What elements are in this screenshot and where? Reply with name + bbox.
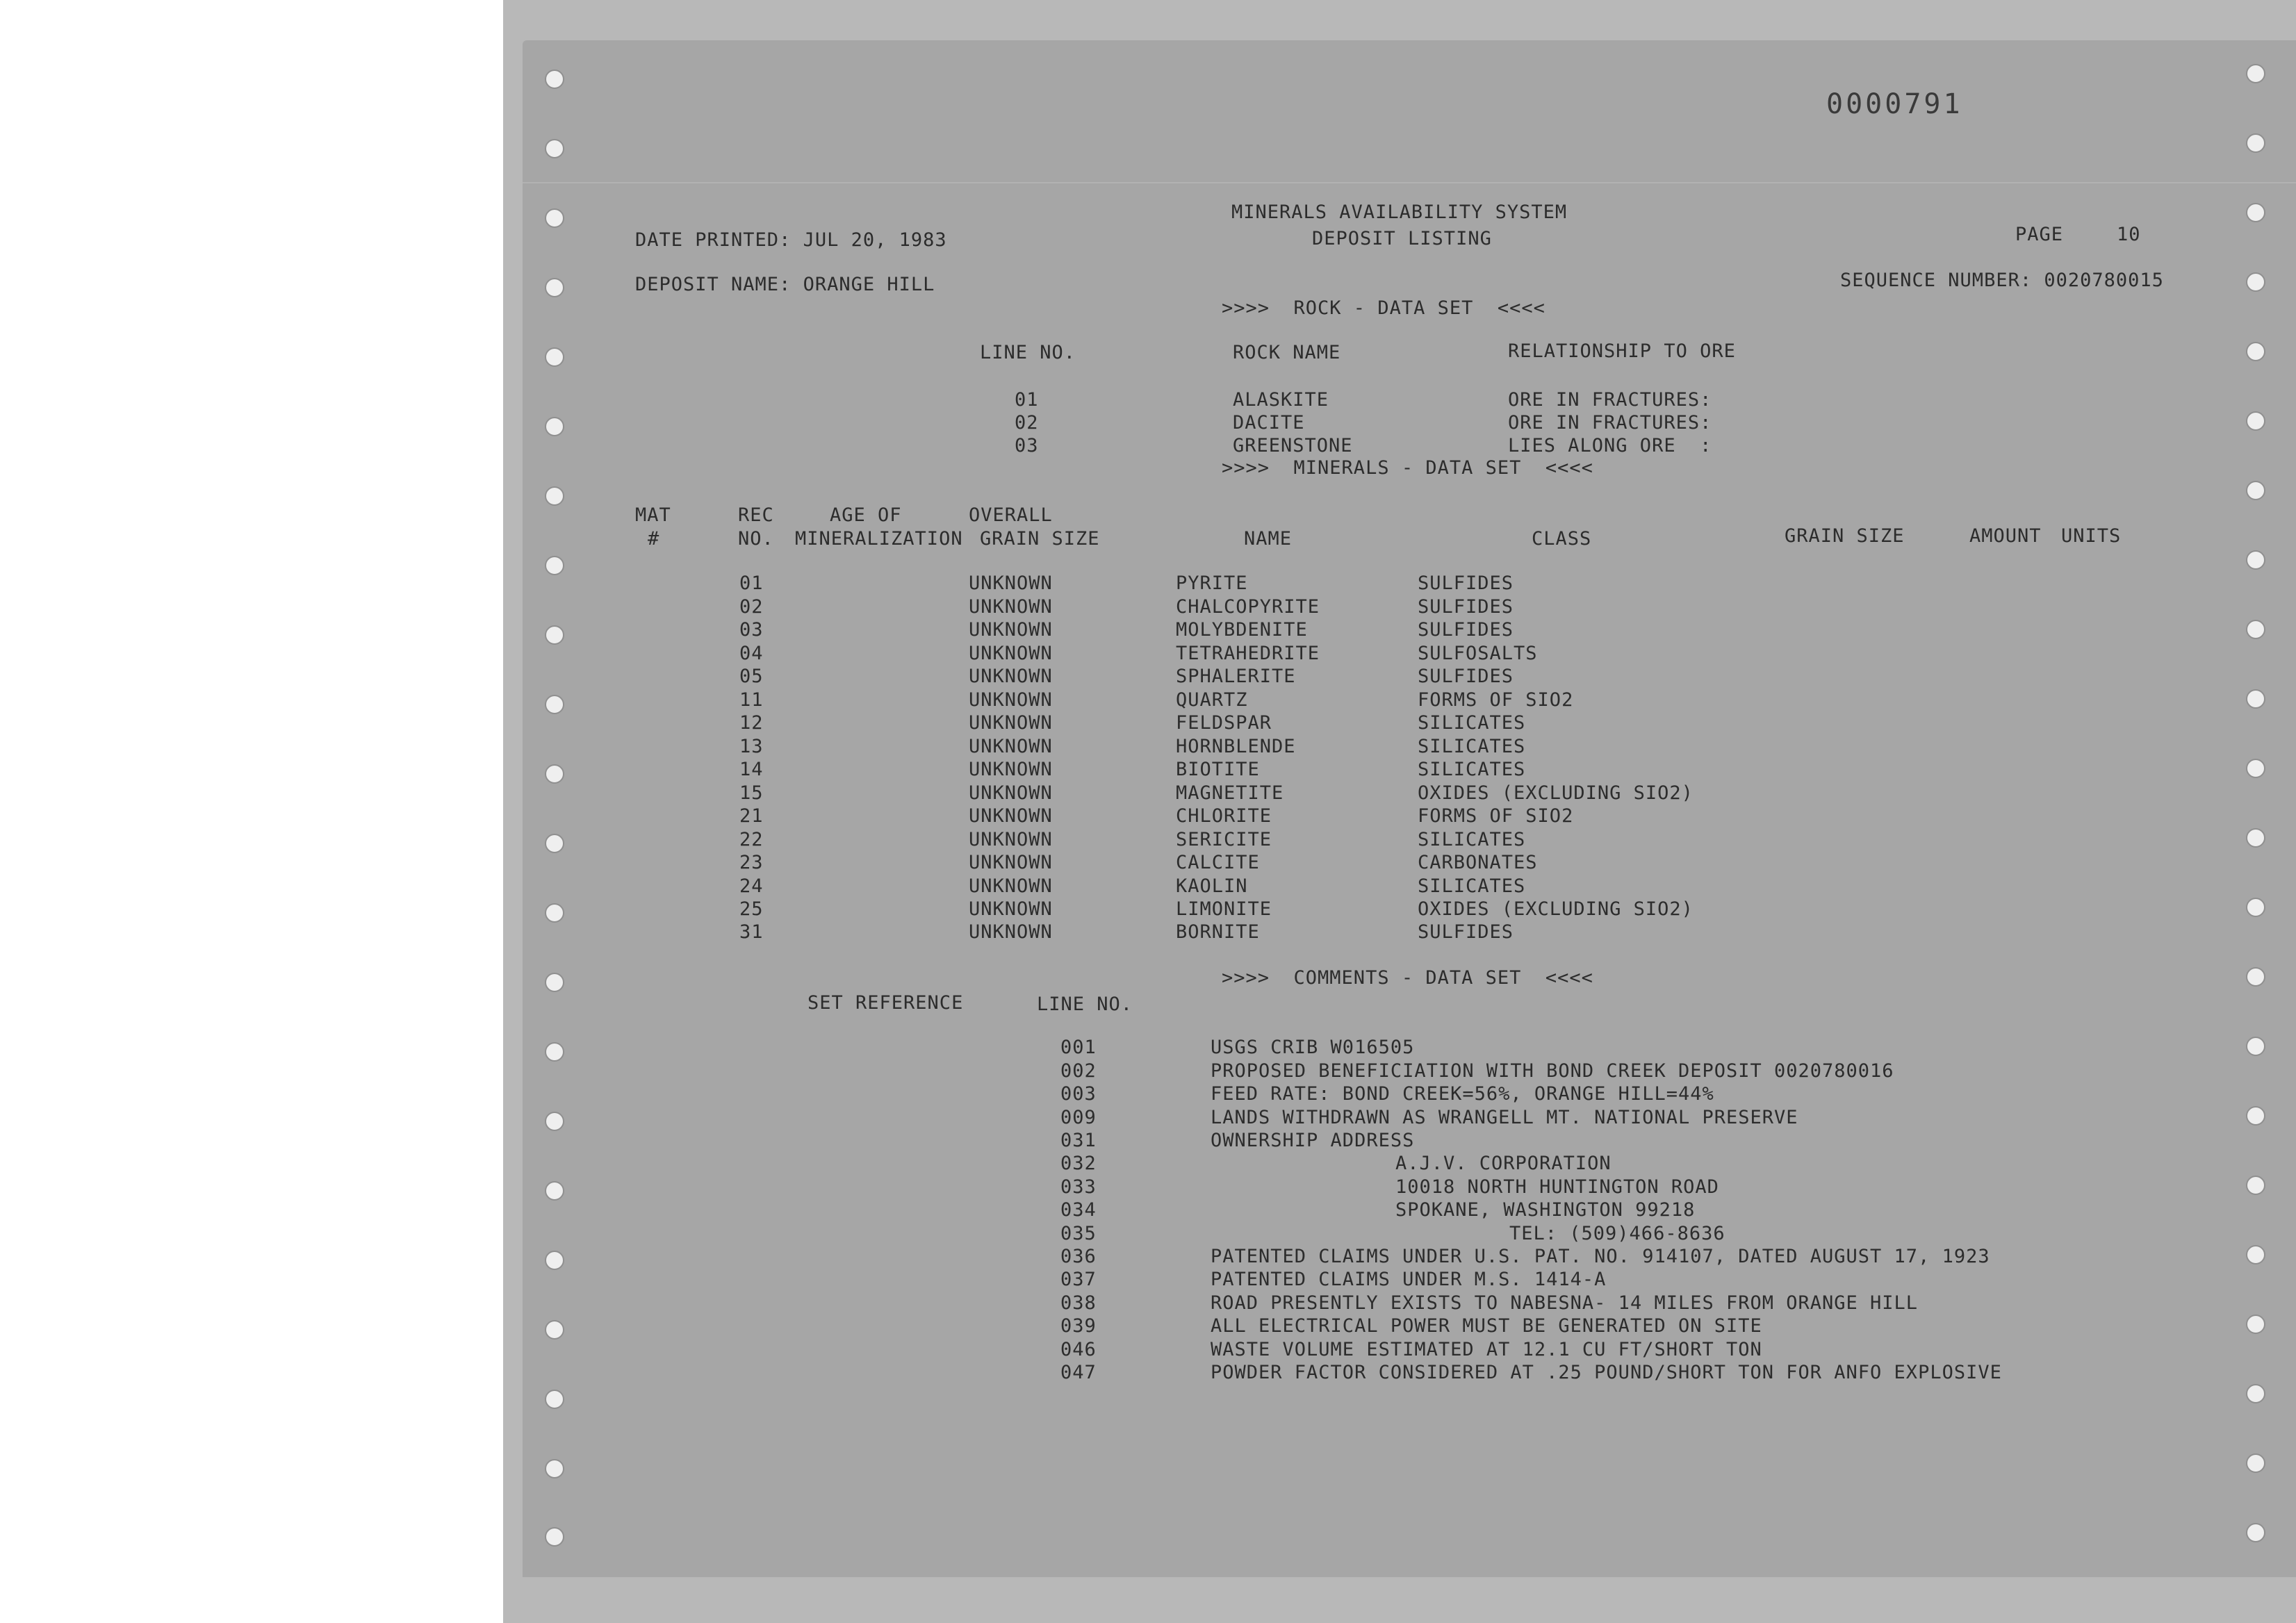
tractor-hole [545,1181,564,1201]
rock-col-line-no: LINE NO. [980,342,1076,363]
rock-section-title: >>>> ROCK - DATA SET <<<< [1222,297,1545,319]
mineral-class: FORMS OF SIO2 [1418,689,1574,711]
minerals-col-mat: MAT [635,504,671,526]
tractor-hole [2246,1453,2265,1473]
minerals-col-name: NAME [1244,528,1293,550]
mineral-class: SILICATES [1418,759,1526,780]
mineral-class: SILICATES [1418,736,1526,757]
minerals-col-overall-grain: GRAIN SIZE [980,528,1100,550]
tractor-hole [2246,967,2265,987]
mineral-rec: 03 [739,619,764,641]
mineral-grain: UNKNOWN [969,619,1053,641]
mineral-class: SULFIDES [1418,619,1514,641]
mineral-rec: 22 [739,829,764,850]
comment-text: POWDER FACTOR CONSIDERED AT .25 POUND/SHORT TON FOR ANFO EXPLOSIVE [1211,1362,2002,1383]
comment-line-no: 036 [1060,1246,1097,1267]
rock-relationship: ORE IN FRACTURES: [1508,389,1712,411]
tractor-hole [2246,411,2265,431]
rock-line-no: 01 [1015,389,1039,411]
mineral-rec: 13 [739,736,764,757]
mineral-grain: UNKNOWN [969,572,1053,594]
tractor-hole [2246,1176,2265,1195]
mineral-rec: 12 [739,712,764,734]
rock-line-no: 03 [1015,435,1039,456]
minerals-col-rec: REC [738,504,774,526]
mineral-grain: UNKNOWN [969,666,1053,687]
mineral-class: SULFIDES [1418,666,1514,687]
comments-section-title: >>>> COMMENTS - DATA SET <<<< [1222,967,1593,989]
rock-name: ALASKITE [1233,389,1329,411]
mineral-grain: UNKNOWN [969,689,1053,711]
comment-text: SPOKANE, WASHINGTON 99218 [1395,1199,1696,1221]
comment-line-no: 035 [1060,1223,1097,1244]
mineral-name: BIOTITE [1176,759,1260,780]
mineral-rec: 24 [739,875,764,897]
tractor-hole [545,347,564,367]
rock-relationship: LIES ALONG ORE : [1508,435,1712,456]
rock-name: DACITE [1233,412,1305,434]
rock-col-relationship: RELATIONSHIP TO ORE [1508,340,1736,362]
mineral-rec: 23 [739,852,764,873]
comments-col-set-reference: SET REFERENCE [807,992,964,1014]
tractor-hole [2246,272,2265,292]
mineral-grain: UNKNOWN [969,596,1053,618]
mineral-name: SERICITE [1176,829,1272,850]
mineral-class: CARBONATES [1418,852,1538,873]
mineral-class: OXIDES (EXCLUDING SIO2) [1418,898,1694,920]
mineral-class: SULFIDES [1418,596,1514,618]
mineral-rec: 05 [739,666,764,687]
mineral-rec: 25 [739,898,764,920]
date-printed: DATE PRINTED: JUL 20, 1983 [635,229,947,251]
mineral-grain: UNKNOWN [969,782,1053,804]
tractor-hole [545,556,564,575]
mineral-rec: 21 [739,805,764,827]
tractor-hole [545,1042,564,1062]
mineral-class: SILICATES [1418,829,1526,850]
mineral-class: SULFIDES [1418,572,1514,594]
rock-relationship: ORE IN FRACTURES: [1508,412,1712,434]
mineral-name: QUARTZ [1176,689,1248,711]
mineral-name: MOLYBDENITE [1176,619,1308,641]
comment-line-no: 003 [1060,1083,1097,1105]
minerals-col-overall: OVERALL [969,504,1053,526]
mineral-name: CALCITE [1176,852,1260,873]
comment-line-no: 033 [1060,1176,1097,1198]
tractor-hole [545,764,564,784]
deposit-name: DEPOSIT NAME: ORANGE HILL [635,274,935,295]
mineral-grain: UNKNOWN [969,852,1053,873]
comment-text: PROPOSED BENEFICIATION WITH BOND CREEK DEPOSIT 0020780016 [1211,1060,1894,1082]
mineral-name: PYRITE [1176,572,1248,594]
tractor-hole [545,834,564,853]
tractor-hole [545,278,564,297]
mineral-grain: UNKNOWN [969,829,1053,850]
comment-line-no: 047 [1060,1362,1097,1383]
minerals-col-amount: AMOUNT [1969,525,2042,547]
comment-text: TEL: (509)466-8636 [1509,1223,1725,1244]
tractor-hole [545,1251,564,1270]
comment-text: PATENTED CLAIMS UNDER M.S. 1414-A [1211,1269,1607,1290]
mineral-rec: 11 [739,689,764,711]
minerals-col-mat-hash: # [648,528,660,550]
mineral-rec: 14 [739,759,764,780]
mineral-name: KAOLIN [1176,875,1248,897]
mineral-class: SULFOSALTS [1418,643,1538,664]
comment-line-no: 046 [1060,1339,1097,1360]
comment-text: ROAD PRESENTLY EXISTS TO NABESNA- 14 MILES FROM ORANGE HILL [1211,1292,1919,1314]
mineral-class: SULFIDES [1418,921,1514,943]
perforation-line [523,182,2296,183]
comment-line-no: 009 [1060,1107,1097,1128]
tractor-hole [2246,828,2265,848]
mineral-name: LIMONITE [1176,898,1272,920]
rock-line-no: 02 [1015,412,1039,434]
tractor-hole [2246,1523,2265,1542]
mineral-class: SILICATES [1418,875,1526,897]
minerals-section-title: >>>> MINERALS - DATA SET <<<< [1222,457,1593,479]
comment-text: LANDS WITHDRAWN AS WRANGELL MT. NATIONAL PRESERVE [1211,1107,1798,1128]
mineral-rec: 01 [739,572,764,594]
minerals-col-class: CLASS [1532,528,1592,550]
minerals-col-units: UNITS [2061,525,2122,547]
mineral-grain: UNKNOWN [969,898,1053,920]
tractor-hole [2246,550,2265,570]
mineral-name: BORNITE [1176,921,1260,943]
system-title: MINERALS AVAILABILITY SYSTEM [1231,201,1568,223]
mineral-grain: UNKNOWN [969,712,1053,734]
tractor-hole [2246,481,2265,500]
tractor-hole [2246,1245,2265,1264]
tractor-hole [545,208,564,228]
page-label: PAGE [2015,224,2064,245]
mineral-rec: 04 [739,643,764,664]
tractor-hole [545,973,564,992]
tractor-hole [545,695,564,714]
comment-text: 10018 NORTH HUNTINGTON ROAD [1395,1176,1719,1198]
minerals-col-rec-no: NO. [738,528,774,550]
rock-name: GREENSTONE [1233,435,1353,456]
mineral-grain: UNKNOWN [969,759,1053,780]
comment-text: FEED RATE: BOND CREEK=56%, ORANGE HILL=44% [1211,1083,1714,1105]
mineral-grain: UNKNOWN [969,805,1053,827]
mineral-name: HORNBLENDE [1176,736,1296,757]
mineral-name: CHLORITE [1176,805,1272,827]
mineral-grain: UNKNOWN [969,875,1053,897]
comment-line-no: 001 [1060,1037,1097,1058]
mineral-name: MAGNETITE [1176,782,1284,804]
tractor-hole [545,1390,564,1409]
comment-text: ALL ELECTRICAL POWER MUST BE GENERATED ON SITE [1211,1315,1762,1337]
mineral-grain: UNKNOWN [969,643,1053,664]
mineral-class: SILICATES [1418,712,1526,734]
mineral-name: CHALCOPYRITE [1176,596,1320,618]
tractor-hole [545,903,564,923]
comment-line-no: 038 [1060,1292,1097,1314]
mineral-class: OXIDES (EXCLUDING SIO2) [1418,782,1694,804]
mineral-rec: 31 [739,921,764,943]
tractor-hole [2246,203,2265,222]
tractor-hole [2246,1315,2265,1334]
comment-line-no: 037 [1060,1269,1097,1290]
tractor-hole [2246,1037,2265,1056]
mineral-name: SPHALERITE [1176,666,1296,687]
tractor-hole [2246,689,2265,709]
tractor-hole [2246,342,2265,361]
comment-text: USGS CRIB W016505 [1211,1037,1415,1058]
tractor-hole [2246,898,2265,917]
tractor-hole [545,1459,564,1478]
comment-line-no: 002 [1060,1060,1097,1082]
mineral-name: FELDSPAR [1176,712,1272,734]
comment-text: A.J.V. CORPORATION [1395,1153,1612,1174]
tractor-hole [545,486,564,506]
mineral-rec: 02 [739,596,764,618]
comment-text: PATENTED CLAIMS UNDER U.S. PAT. NO. 914107, DATED AUGUST 17, 1923 [1211,1246,1990,1267]
mineral-rec: 15 [739,782,764,804]
minerals-col-mineralization: MINERALIZATION [795,528,963,550]
comment-text: OWNERSHIP ADDRESS [1211,1130,1415,1151]
comment-line-no: 034 [1060,1199,1097,1221]
tractor-hole [2246,1106,2265,1126]
document-number-stamp: 0000791 [1826,88,1963,120]
tractor-hole [545,139,564,158]
tractor-hole [2246,1384,2265,1403]
tractor-hole [2246,133,2265,153]
comment-line-no: 032 [1060,1153,1097,1174]
tractor-hole [545,417,564,436]
page-number: 10 [2117,224,2141,245]
minerals-col-grain-size: GRAIN SIZE [1785,525,1905,547]
comment-text: WASTE VOLUME ESTIMATED AT 12.1 CU FT/SHORT TON [1211,1339,1762,1360]
rock-col-rock-name: ROCK NAME [1233,342,1341,363]
minerals-col-age: AGE OF [830,504,902,526]
tractor-hole [545,625,564,645]
tractor-hole [545,1320,564,1340]
comments-col-line-no: LINE NO. [1037,994,1133,1015]
mineral-grain: UNKNOWN [969,736,1053,757]
mineral-grain: UNKNOWN [969,921,1053,943]
tractor-hole [545,69,564,89]
mineral-class: FORMS OF SIO2 [1418,805,1574,827]
tractor-hole [545,1112,564,1131]
comment-line-no: 031 [1060,1130,1097,1151]
tractor-hole [2246,620,2265,639]
listing-title: DEPOSIT LISTING [1312,228,1492,249]
comment-line-no: 039 [1060,1315,1097,1337]
sequence-number: SEQUENCE NUMBER: 0020780015 [1840,270,2164,291]
tractor-hole [2246,759,2265,778]
tractor-hole [2246,64,2265,83]
mineral-name: TETRAHEDRITE [1176,643,1320,664]
tractor-hole [545,1527,564,1547]
